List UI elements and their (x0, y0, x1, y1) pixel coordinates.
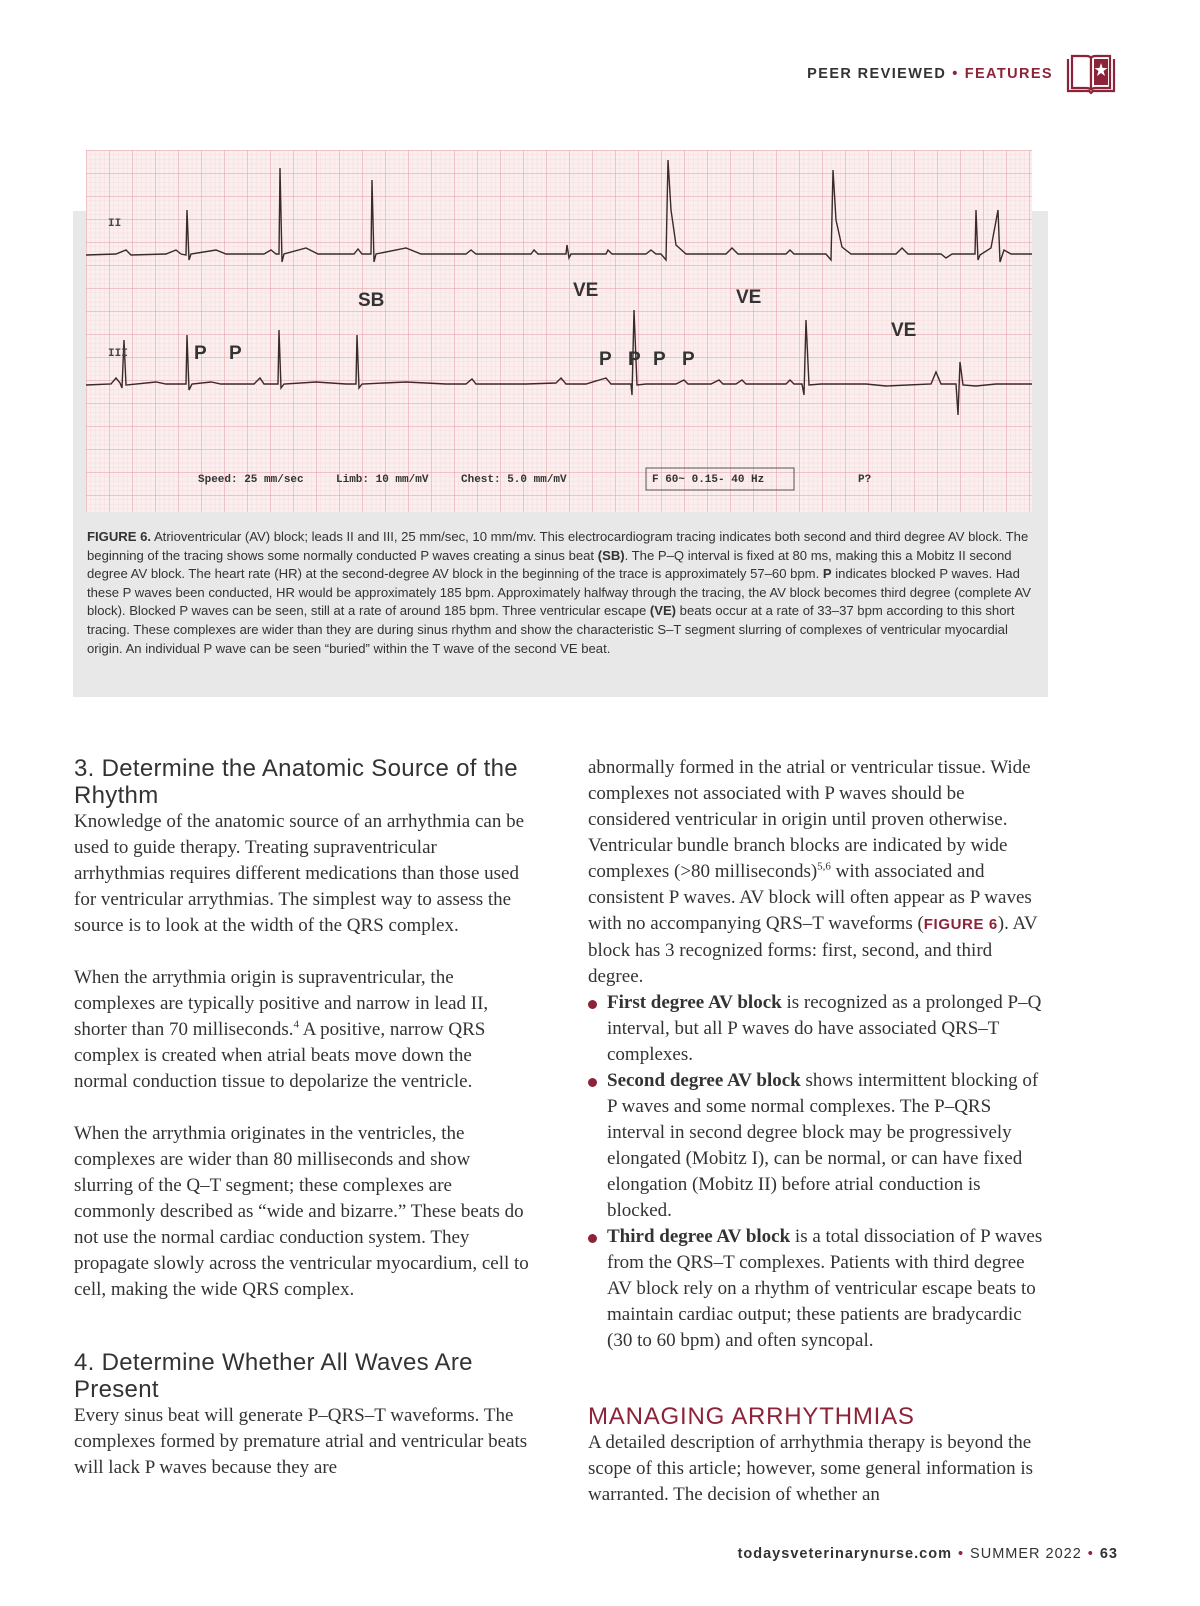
caption-text: . The P–Q interval is fixed at 80 ms, making this a Mobitz II second degree AV block. The heart rate (HR) at the second-degree AV block in the beginning of the trace is approximately 57–60 bpm. (87, 547, 1012, 582)
av-block-list (588, 990, 1048, 1354)
ecg-p-marker: P? (858, 474, 872, 486)
sb-label: SB (358, 290, 385, 311)
p-wave-label: P (599, 349, 612, 370)
paragraph-text: ). AV block has 3 recognized forms: first, second, and third degree. (588, 913, 1038, 987)
list-item-term: First degree AV block (607, 992, 782, 1013)
caption-ve: (VE) (649, 603, 677, 619)
ve-label-2: VE (736, 287, 762, 308)
right-column (588, 755, 1048, 1508)
list-item-text: shows intermittent blocking of P waves and some normal complexes. The P–QRS interval in second degree block may be progressively elongated (Mobitz I), can be normal, or can have fixed elongation (Mobitz II) before atrial conduction is blocked. (607, 1070, 1039, 1221)
ecg-chest-label: Chest: 5.0 mm/mV (461, 474, 567, 486)
list-item-text: is recognized as a prolonged P–Q interval, but all P waves do have associated QRS–T complexes. (607, 992, 1042, 1065)
ecg-filter-label: F 60~ 0.15- 40 Hz (652, 474, 765, 486)
caption-p: P (822, 566, 832, 582)
citation: 5,6 (817, 860, 831, 873)
paragraph (588, 755, 1048, 990)
header-label (807, 66, 1053, 82)
page-header (807, 53, 1117, 95)
paragraph-text: with associated and consistent P waves. AV block will often appear as P waves with no accompanying QRS–T waveforms ( (588, 861, 1032, 934)
paragraph-text: When the arrythmia origin is supraventricular, the complexes are typically positive and narrow in lead II, shorter than 70 milliseconds. (74, 967, 489, 1040)
paragraph: A detailed description of arrhythmia therapy is beyond the scope of this article; however, some general information is warranted. The decision of whether an (588, 1432, 1034, 1505)
paragraph: Knowledge of the anatomic source of an arrhythmia can be used to guide therapy. Treating supraventricular arrhythmias requires different medications than those used for ventricular arrythmias. The simplest way to assess the source is to look at the width of the QRS complex. (74, 811, 525, 936)
section-heading-4: 4. Determine Whether All Waves Are Present (74, 1349, 473, 1403)
paragraph: When the arrythmia originates in the ventricles, the complexes are wider than 80 milliseconds and show slurring of the Q–T segment; these complexes are commonly described as “wide and bizarre.” These beats do not use the normal cardiac conduction system. They propagate slowly across the ventricular myocardium, cell to cell, making the wide QRS complex. (74, 1123, 529, 1300)
paragraph: Every sinus beat will generate P–QRS–T waveforms. The complexes formed by premature atrial and ventricular beats will lack P waves because they are (74, 1405, 528, 1478)
caption-lead: FIGURE 6. (87, 529, 152, 544)
footer-issue: SUMMER 2022 (970, 1546, 1082, 1562)
caption-text: Atrioventricular (AV) block; leads II and III, 25 mm/sec, 10 mm/mv. This electrocardiogram tracing indicates both second and third degree AV block. The beginning of the tracing shows some normally conducted P waves creating a sinus beat (87, 529, 1029, 563)
caption-sb: (SB) (597, 547, 625, 563)
footer-site[interactable]: todaysveterinarynurse.com (737, 1546, 952, 1562)
p-wave-label: P (229, 343, 242, 364)
header-section: PEER REVIEWED (807, 66, 947, 82)
managing-arrhythmias-heading: MANAGING ARRHYTHMIAS (588, 1403, 915, 1430)
list-item-text: is a total dissociation of P waves from the QRS–T complexes. Patients with third degree AV block rely on a rhythm of ventricular escape beats to maintain cardiac output; these patients are bradycardic (30 to 60 bpm) and often syncopal. (607, 1226, 1043, 1351)
figure-caption (87, 528, 1032, 658)
p-wave-label: P (628, 349, 641, 370)
footer-separator: • (957, 1546, 965, 1562)
left-column (74, 755, 529, 1481)
ve-label-3: VE (891, 320, 917, 341)
paragraph-text: abnormally formed in the atrial or ventricular tissue. Wide complexes not associated with P waves should be considered ventricular in origin until proven otherwise. Ventricular bundle branch blocks are indicated by wide complexes (>80 milliseconds) (588, 757, 1031, 882)
p-wave-label: P (682, 349, 695, 370)
header-category: FEATURES (964, 66, 1053, 82)
ecg-limb-label: Limb: 10 mm/mV (336, 474, 429, 486)
list-item (588, 990, 1048, 1068)
page-footer (738, 1546, 1118, 1562)
paragraph (74, 965, 529, 1095)
caption-text: beats occur at a rate of 33–37 bpm according to this short tracing. These complexes are wider than they are during sinus rhythm and show the characteristic S–T segment slurring of complexes of ventricular myocardial origin. An individual P wave can be seen “buried” within the T wave of the second VE beat. (87, 603, 1015, 656)
book-star-icon (1065, 53, 1117, 95)
list-item-term: Second degree AV block (607, 1070, 801, 1091)
p-wave-label: P (653, 349, 666, 370)
lead-ii-label: II (108, 218, 122, 230)
list-item (588, 1068, 1048, 1224)
lead-iii-label: III (108, 348, 128, 360)
list-item-term: Third degree AV block (607, 1226, 791, 1247)
section-heading-3: 3. Determine the Anatomic Source of the Rhythm (74, 755, 518, 809)
citation: 4 (293, 1018, 300, 1031)
ecg-tracing (86, 150, 1032, 512)
header-separator: • (952, 66, 959, 82)
figure-6-reference[interactable]: FIGURE 6 (923, 916, 998, 933)
paragraph-text: A positive, narrow QRS complex is created when atrial beats move down the normal conduction tissue to depolarize the ventricle. (74, 1019, 486, 1092)
footer-separator: • (1087, 1546, 1094, 1562)
ve-label-1: VE (573, 280, 599, 301)
list-item (588, 1224, 1048, 1354)
page-number: 63 (1099, 1546, 1118, 1562)
caption-text: indicates blocked P waves. Had these P waves been conducted, HR would be approximately 185 bpm. Approximately halfway through the tracing, the AV block becomes third degree (complete AV block). Blocked P waves can be seen, still at a rate of around 185 bpm. Three ventricular escape (87, 566, 1032, 619)
ecg-speed-label: Speed: 25 mm/sec (198, 474, 304, 486)
p-wave-label: P (194, 343, 207, 364)
